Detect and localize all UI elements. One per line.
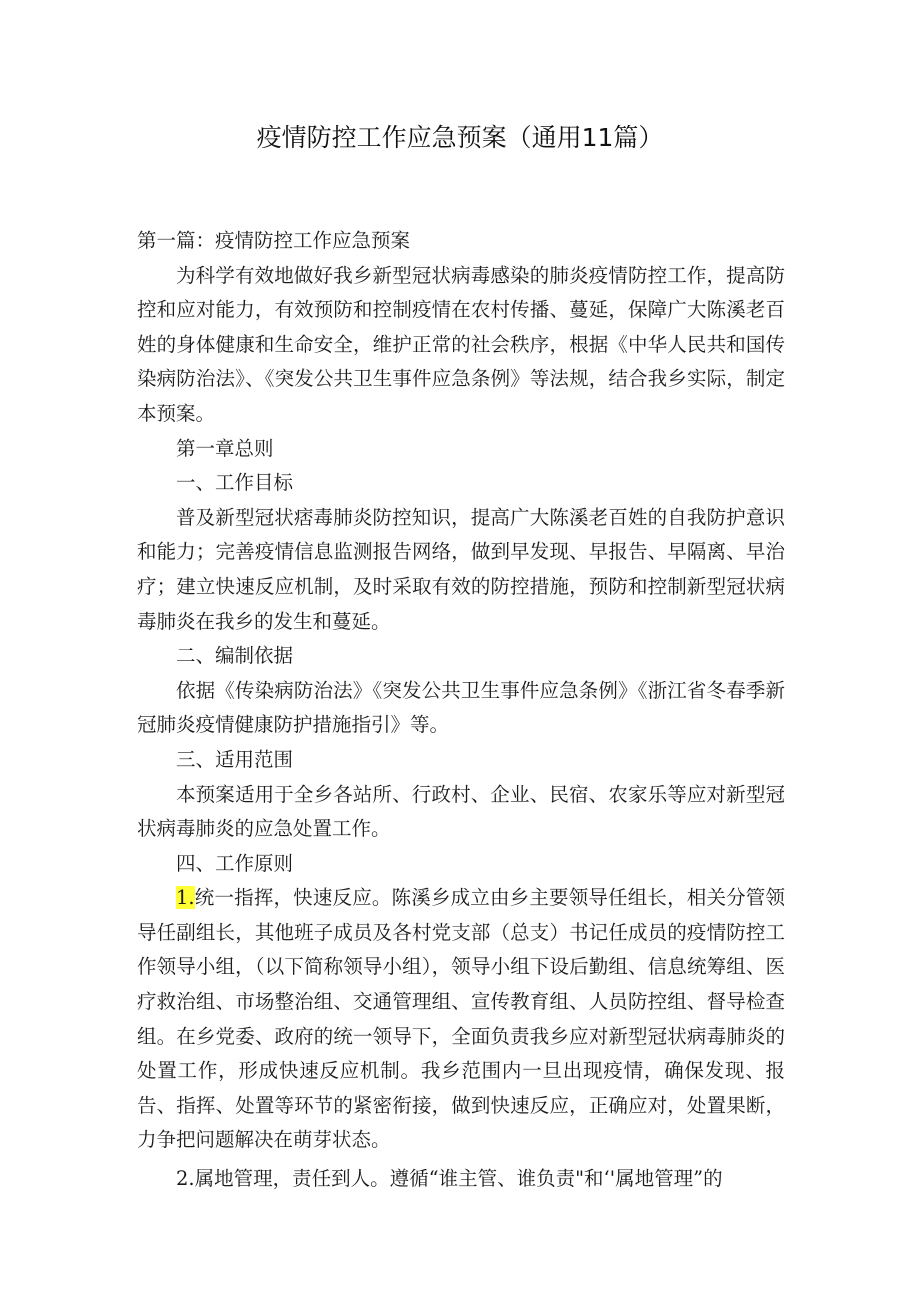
principle-1-paragraph: [137, 881, 785, 1158]
document-title: 疫情防控工作应急预案（通用11篇）: [256, 123, 664, 152]
section-heading: 第一篇：疫情防控工作应急预案: [137, 229, 411, 252]
document-body: [137, 224, 785, 1197]
basis-paragraph: 依据《传染病防治法》《突发公共卫生事件应急条例》《浙江省冬春季新冠肺炎疫情健康防护措施指引》等。: [137, 678, 785, 737]
chapter-heading: 第一章总则: [176, 436, 274, 460]
subsection-heading-principles: 四、工作原则: [176, 851, 294, 875]
goals-paragraph: 普及新型冠状痞毒肺炎防控知识，提高广大陈溪老百姓的自我防护意识和能力；完善疫情信息监测报告网络，做到早发现、早报告、早隔离、早治疗；建立快速反应机制，及时采取有效的防控措施，预防和控制新型冠状病毒肺炎在我乡的发生和蔓延。: [137, 505, 785, 633]
scope-paragraph: 本预案适用于全乡各站所、行政村、企业、民宿、农家乐等应对新型冠状病毒肺炎的应急处置工作。: [137, 782, 785, 841]
principle-2-paragraph: 2.属地管理，责任到人。遵循“谁主管、谁负责"和‘'属地管理”的: [176, 1167, 723, 1191]
intro-paragraph: 为科学有效地做好我乡新型冠状病毒感染的肺炎疫情防控工作，提高防控和应对能力，有效预防和控制疫情在农村传播、蔓延，保障广大陈溪老百姓的身体健康和生命安全，维护正常的社会秩序，根据《中华人民共和国传染病防治法》、《突发公共卫生事件应急条例》等法规，结合我乡实际，制定本预案。: [137, 263, 785, 425]
subsection-heading-scope: 三、适用范围: [176, 747, 294, 771]
subsection-heading-basis: 二、编制依据: [176, 644, 294, 668]
subsection-heading-goals: 一、工作目标: [176, 471, 294, 495]
principle-1-text: 统一指挥，快速反应。陈溪乡成立由乡主要领导任组长，相关分管领导任副组长，其他班子成员及各村党支部（总支）书记任成员的疫情防控工作领导小组，（以下简称领导小组），领导小组下设后勤组、信息统筹组、医疗救治组、市场整治组、交通管理组、宣传教育组、人员防控组、督导检查组。在乡党委、政府的统一领导下，全面负责我乡应对新型冠状病毒肺炎的处置工作，形成快速反应机制。我乡范围内一旦出现疫情，确保发现、报告、指挥、处置等环节的紧密衔接，做到快速反应，正确应对，处置果断，力争把问题解决在萌芽状态。: [137, 886, 785, 1152]
highlighted-number: 1.: [176, 886, 195, 910]
